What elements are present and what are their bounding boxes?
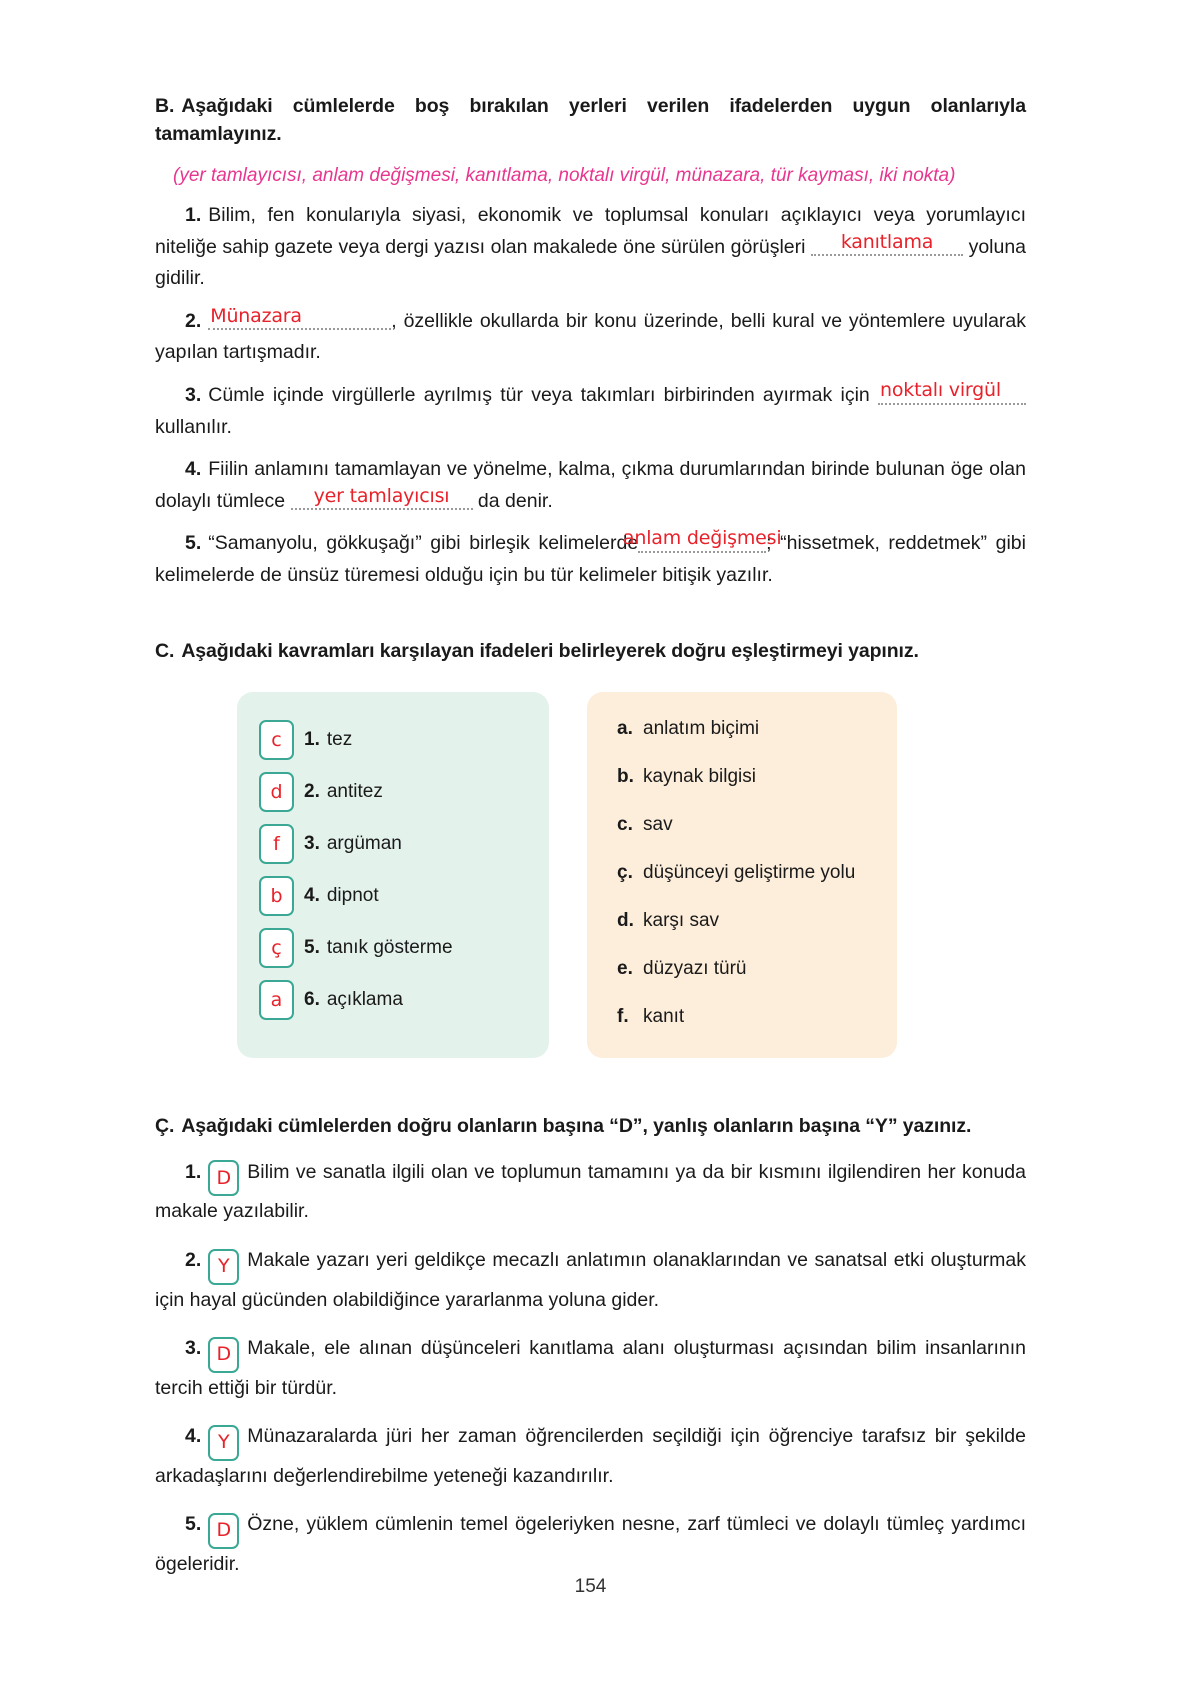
section-b-label: B.	[155, 95, 175, 117]
definition-label: sav	[643, 813, 673, 835]
truefalse-item-2	[155, 1245, 1026, 1316]
concept-row	[259, 824, 529, 864]
item-text-after: , özellikle okullarda bir konu üzerinde, belli kural ve yöntemlere uyularak yapılan tartışmadır.	[155, 309, 1026, 364]
item-number: 1.	[185, 204, 202, 227]
handwritten-answer: Münazara	[210, 304, 302, 327]
fill-blank-item-5	[155, 528, 1026, 591]
item-text-after: yoluna gidilir.	[155, 235, 1027, 290]
truefalse-answer-box-4[interactable]: Y	[208, 1425, 239, 1461]
section-b-heading	[155, 92, 1026, 149]
item-text: Makale yazarı yeri geldikçe mecazlı anlatımın olanaklarından ve sanatsal etki oluşturmak için hayal gücünden olabildiğince yararlanma yoluna gider.	[155, 1249, 1026, 1311]
definition-row	[617, 910, 877, 932]
answer-blank-2[interactable]	[208, 306, 391, 338]
definition-label: anlatım biçimi	[643, 717, 760, 739]
handwritten-answer: yer tamlayıcısı	[313, 484, 450, 507]
definition-row	[617, 814, 877, 836]
handwritten-answer: kanıtlama	[840, 230, 934, 253]
concept-row	[259, 928, 529, 968]
truefalse-item-1	[155, 1157, 1026, 1228]
definition-letter: a.	[617, 717, 633, 739]
item-text-before: Bilim, fen konularıyla siyasi, ekonomik ve toplumsal konuları açıklayıcı veya yorumlayıcı niteliğe sahip gazete veya dergi yazısı olan makalede öne sürülen görüşleri	[155, 204, 1026, 258]
definitions-box	[587, 692, 897, 1058]
concept-number: 3.	[304, 832, 320, 854]
truefalse-answer-box-2[interactable]: Y	[208, 1249, 239, 1285]
concept-number: 5.	[304, 936, 320, 958]
definition-row	[617, 958, 877, 980]
concept-label: argüman	[326, 832, 402, 854]
concept-label: açıklama	[326, 988, 403, 1010]
item-number: 5.	[185, 532, 202, 555]
section-b-word-bank: (yer tamlayıcısı, anlam değişmesi, kanıtlama, noktalı virgül, münazara, tür kayması, iki nokta)	[173, 164, 956, 186]
concept-label: tanık gösterme	[326, 936, 453, 958]
item-text-before: Fiilin anlamını tamamlayan ve yönelme, kalma, çıkma durumlarından birinde bulunan öge olan dolaylı tümlece	[155, 458, 1026, 512]
section-cedilla-label: Ç.	[155, 1114, 175, 1137]
definition-label: kanıt	[643, 1005, 685, 1027]
fill-blank-item-2	[155, 306, 1026, 369]
concept-answer-box-5[interactable]: ç	[259, 928, 294, 968]
item-text-before: Cümle içinde virgüllerle ayrılmış tür veya takımları birbirinden ayırmak için	[208, 384, 870, 407]
section-spacer	[155, 591, 1026, 637]
handwritten-answer: noktalı virgül	[880, 379, 1001, 402]
concept-label: tez	[326, 728, 353, 750]
truefalse-answer-box-1[interactable]: D	[208, 1160, 239, 1196]
concept-answer-box-1[interactable]: c	[259, 720, 294, 760]
definition-letter: f.	[617, 1005, 629, 1027]
definition-label: düzyazı türü	[643, 957, 747, 979]
item-text: Özne, yüklem cümlenin temel ögeleriyken nesne, zarf tümleci ve dolaylı tümleç yardımcı ögeleridir.	[155, 1513, 1026, 1575]
matching-exercise	[155, 692, 1026, 1058]
section-spacer	[155, 1058, 1026, 1112]
concept-label: dipnot	[326, 884, 379, 906]
fill-blank-item-4	[155, 454, 1026, 517]
definition-row	[617, 766, 877, 788]
answer-blank-1[interactable]	[811, 232, 963, 264]
item-text-after: ; “hissetmek, reddetmek” gibi kelimelerde de ünsüz türemesi olduğu için bu tür kelimeler bitişik yazılır.	[155, 532, 1026, 586]
concept-number: 4.	[304, 884, 320, 906]
item-number: 4.	[185, 458, 202, 481]
truefalse-answer-box-3[interactable]: D	[208, 1337, 239, 1373]
section-c-heading	[155, 637, 1026, 665]
concept-row	[259, 876, 529, 916]
concept-answer-box-4[interactable]: b	[259, 876, 294, 916]
concepts-box	[237, 692, 549, 1058]
item-number: 3.	[185, 384, 202, 407]
concept-number: 1.	[304, 728, 320, 750]
item-text-after: da denir.	[477, 489, 553, 512]
definition-row	[617, 718, 877, 740]
fill-blank-item-1	[155, 200, 1026, 295]
section-cedilla-heading-text: Aşağıdaki cümlelerden doğru olanların başına “D”, yanlış olanların başına “Y” yazınız.	[181, 1114, 972, 1137]
truefalse-item-3	[155, 1333, 1026, 1404]
item-number: 3.	[185, 1337, 202, 1360]
item-number: 5.	[185, 1513, 202, 1536]
truefalse-answer-box-5[interactable]: D	[208, 1513, 239, 1549]
concept-number: 2.	[304, 780, 320, 802]
concept-answer-box-2[interactable]: d	[259, 772, 294, 812]
section-c-label: C.	[155, 640, 175, 663]
answer-blank-3[interactable]	[878, 380, 1026, 412]
definition-letter: e.	[617, 957, 633, 979]
definition-letter: c.	[617, 813, 633, 835]
item-text-before: “Samanyolu, gökkuşağı” gibi birleşik kelimelerde	[208, 532, 639, 555]
item-text: Münazaralarda jüri her zaman öğrencilerden seçildiği için öğrenciye tarafsız bir şekilde arkadaşlarını değerlendirebilme yeteneği kazandırılır.	[155, 1425, 1026, 1487]
item-text-after: kullanılır.	[155, 415, 232, 438]
concept-row	[259, 720, 529, 760]
item-number: 1.	[185, 1161, 202, 1184]
page-number: 154	[574, 1576, 607, 1597]
definition-label: karşı sav	[643, 909, 720, 931]
section-b-heading-text: Aşağıdaki cümlelerde boş bırakılan yerleri verilen ifadelerden uygun olanlarıyla tamamlayınız.	[155, 95, 1026, 146]
section-cedilla-heading	[155, 1112, 1026, 1140]
fill-blank-item-3	[155, 380, 1026, 443]
item-text: Bilim ve sanatla ilgili olan ve toplumun tamamını ya da bir kısmını ilgilendiren her konuda makale yazılabilir.	[155, 1161, 1026, 1223]
item-text: Makale, ele alınan düşünceleri kanıtlama alanı oluşturması açısından bilim insanlarının tercih ettiği bir türdür.	[155, 1337, 1026, 1399]
item-number: 4.	[185, 1425, 202, 1448]
truefalse-item-4	[155, 1421, 1026, 1492]
definition-letter: ç.	[617, 861, 633, 883]
answer-blank-5[interactable]	[622, 527, 782, 560]
item-number: 2.	[185, 309, 202, 332]
definition-letter: d.	[617, 909, 634, 931]
definition-label: düşünceyi geliştirme yolu	[643, 861, 856, 883]
concept-label: antitez	[326, 780, 383, 802]
concept-row	[259, 772, 529, 812]
concept-row	[259, 980, 529, 1020]
truefalse-item-5	[155, 1509, 1026, 1580]
concept-answer-box-6[interactable]: a	[259, 980, 294, 1020]
definition-row	[617, 862, 877, 884]
definition-row	[617, 1006, 877, 1028]
concept-number: 6.	[304, 988, 320, 1010]
definition-letter: b.	[617, 765, 634, 787]
definition-label: kaynak bilgisi	[643, 765, 756, 787]
concept-answer-box-3[interactable]: f	[259, 824, 294, 864]
answer-blank-4[interactable]	[291, 486, 473, 518]
item-number: 2.	[185, 1249, 202, 1272]
handwritten-answer: anlam değişmesi	[622, 527, 782, 550]
section-c-heading-text: Aşağıdaki kavramları karşılayan ifadeleri belirleyerek doğru eşleştirmeyi yapınız.	[181, 640, 919, 663]
